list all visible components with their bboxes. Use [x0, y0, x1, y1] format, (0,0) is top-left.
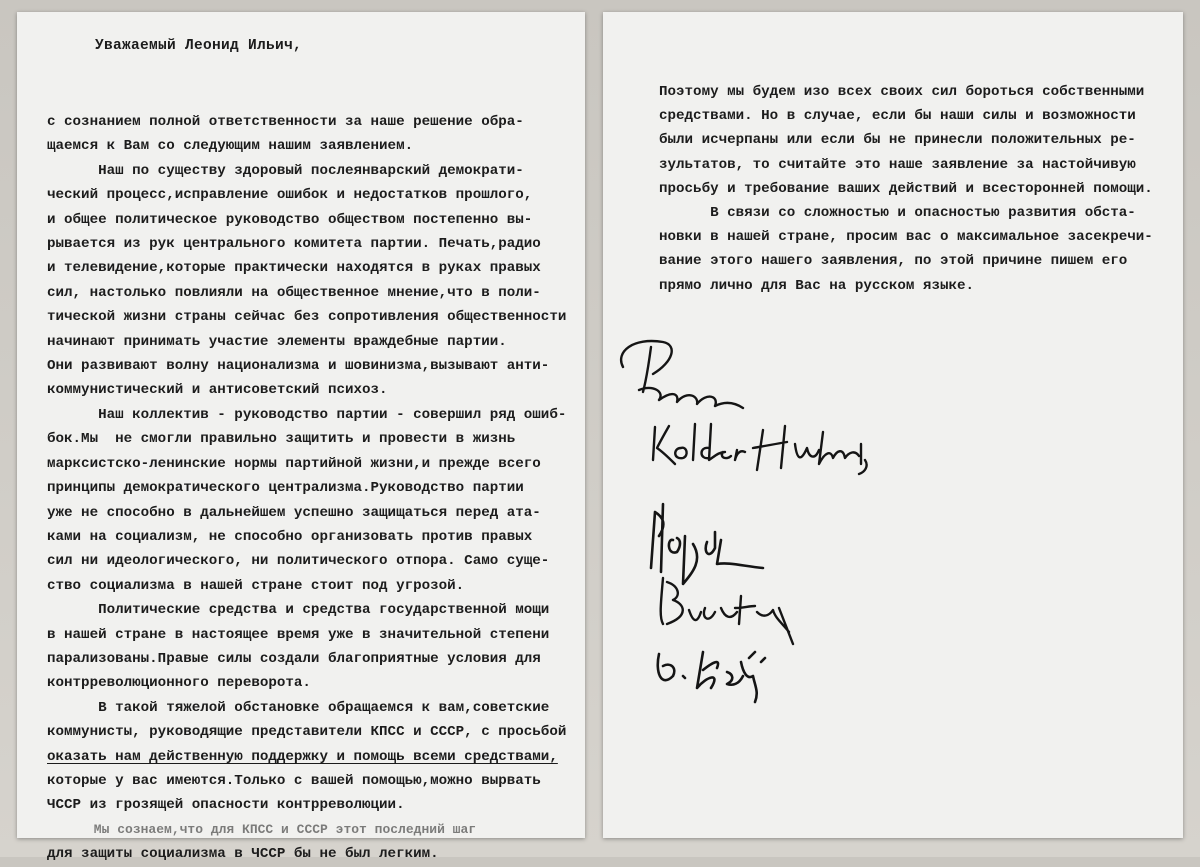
- text-line: сил ни идеологического, ни политического отпора. Само суще-: [47, 553, 550, 570]
- text-line: и телевидение,которые практически находятся в руках правых: [47, 260, 541, 277]
- text-line: щаемся к Вам со следующим нашим заявлением.: [47, 138, 414, 155]
- text-line: коммунистический и антисоветский психоз.: [47, 382, 388, 399]
- text-line: ЧССР из грозящей опасности контрреволюции.: [47, 797, 405, 814]
- signature-indra: [621, 341, 743, 408]
- text-line: в нашей стране в настоящее время уже в значительной степени: [47, 626, 550, 643]
- text-line: были исчерпаны или если бы не принесли положительных ре-: [659, 132, 1136, 149]
- letter-greeting: Уважаемый Леонид Ильич,: [95, 38, 303, 54]
- text-line: ческий процесс,исправление ошибок и недостатков прошлого,: [47, 187, 533, 204]
- text-line: бок.Мы не смогли правильно защитить и провести в жизнь: [47, 431, 516, 448]
- signature-svestka: [661, 578, 793, 644]
- text-line: ками на социализм, не способно организовать против правых: [47, 528, 533, 545]
- text-line: Политические средства и средства государственной мощи: [47, 602, 550, 619]
- signature-kolder-kapek: [653, 424, 867, 474]
- text-line: уже не способно в дальнейшем успешно защищаться перед ата-: [47, 504, 541, 521]
- text-line: Они развивают волну национализма и шовинизма,вызывают анти-: [47, 358, 550, 375]
- letter-body-page-1: [47, 110, 587, 867]
- text-line: прямо лично для Вас на русском языке.: [659, 277, 975, 294]
- signature-kapek: [651, 504, 763, 584]
- text-line: начинают принимать участие элементы враждебные партии.: [47, 333, 507, 350]
- text-line: Наш коллектив - руководство партии - совершил ряд ошиб-: [47, 406, 567, 423]
- text-line: Наш по существу здоровый послеянварский демократи-: [47, 162, 524, 179]
- text-line: контрреволюционного переворота.: [47, 675, 311, 692]
- text-line: и общее политическое руководство обществом постепенно вы-: [47, 211, 533, 228]
- text-line: рывается из рук центрального комитета партии. Печать,радио: [47, 236, 541, 253]
- text-line: принципы демократического централизма.Руководство партии: [47, 480, 524, 497]
- text-line: ство социализма в нашей стране стоит под угрозой.: [47, 577, 465, 594]
- text-line: зультатов, то считайте это наше заявление за настойчивую: [659, 156, 1136, 173]
- signatures-block: [603, 12, 1183, 838]
- text-line: В связи со сложностью и опасностью развития обста-: [659, 205, 1136, 222]
- text-line: средствами. Но в случае, если бы наши силы и возможности: [659, 108, 1136, 125]
- text-line: которые у вас имеются.Только с вашей помощью,можно вырвать: [47, 772, 541, 789]
- text-line: новки в нашей стране, просим вас о максимальное засекречи-: [659, 229, 1153, 246]
- text-line: коммунисты, руководящие представители КПСС и СССР, с просьбой: [47, 724, 567, 741]
- letter-page-1: [17, 12, 585, 863]
- text-line: с сознанием полной ответственности за наше решение обра-: [47, 114, 524, 130]
- text-line: марксистско-ленинские нормы партийной жизни,и прежде всего: [47, 455, 541, 472]
- text-line: сил, настолько повлияли на общественное мнение,что в поли-: [47, 284, 541, 301]
- text-line: просьбу и требование ваших действий и всесторонней помощи.: [659, 180, 1153, 197]
- signature-bilak: [658, 652, 765, 702]
- text-line: В такой тяжелой обстановке обращаемся к вам,советские: [47, 699, 550, 716]
- letter-page-2: [603, 12, 1183, 838]
- text-line-faint: Мы сознаем,что для КПСС и СССР этот последний шаг: [47, 821, 477, 837]
- text-line: парализованы.Правые силы создали благоприятные условия для: [47, 650, 541, 667]
- text-line: тической жизни страны сейчас без сопротивления общественности: [47, 309, 567, 326]
- text-line-underlined: оказать нам действенную поддержку и помощь всеми средствами,: [47, 748, 558, 765]
- text-line: для защиты социализма в ЧССР бы не был легким.: [47, 846, 439, 863]
- text-line: вание этого нашего заявления, по этой причине пишем его: [659, 253, 1128, 270]
- text-line: Поэтому мы будем изо всех своих сил бороться собственными: [659, 84, 1145, 100]
